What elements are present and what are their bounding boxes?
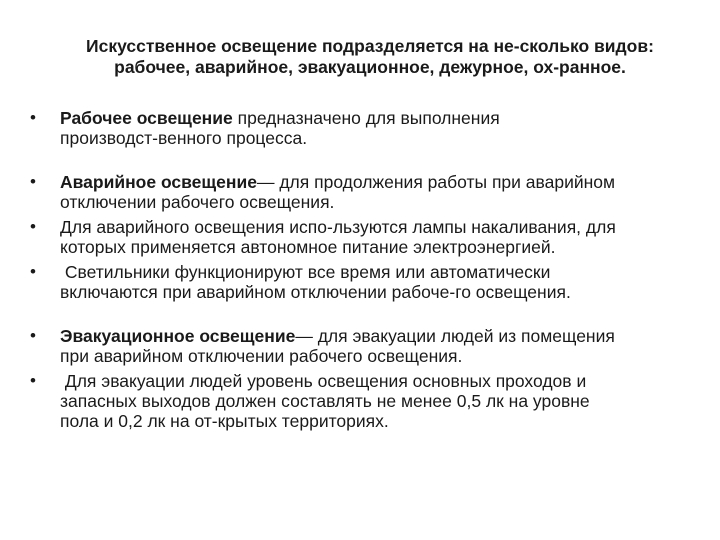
item-line: [60, 326, 710, 346]
item-line: Светильники функционируют все время или автоматически: [60, 262, 551, 282]
item-line: запасных выходов должен составлять не менее 0,5 лк на уровне: [60, 391, 590, 411]
item-line: при аварийном отключении рабочего освещения.: [60, 346, 463, 366]
bullet-icon: •: [30, 262, 36, 281]
item-term: Аварийное освещение: [60, 172, 257, 192]
item-line: отключении рабочего освещения.: [60, 192, 335, 212]
item-text: предназначено для выполнения: [232, 108, 500, 128]
title-line-1: Искусственное освещение подразделяется на не-сколько видов:: [86, 36, 654, 56]
item-line: пола и 0,2 лк на от-крытых территориях.: [60, 411, 389, 431]
item-term: Эвакуационное освещение: [60, 326, 296, 346]
bullet-icon: •: [30, 371, 36, 390]
bullet-icon: •: [30, 326, 36, 345]
slide-title: [40, 36, 700, 78]
bullet-list: [30, 108, 710, 431]
bullet-item-evacuation-lighting: [30, 326, 710, 366]
bullet-item-working-lighting: [30, 108, 710, 148]
item-line: включаются при аварийном отключении рабоче-го освещения.: [60, 282, 571, 302]
bullet-icon: •: [30, 217, 36, 236]
item-line: которых применяется автономное питание электроэнергией.: [60, 237, 556, 257]
item-text: — для эвакуации людей из помещения: [295, 326, 615, 346]
bullet-item-evacuation-levels: [30, 371, 710, 431]
item-line: [60, 172, 710, 192]
item-term: Рабочее освещение: [60, 108, 233, 128]
item-text: — для продолжения работы при аварийном: [256, 172, 616, 192]
title-line-2: рабочее, аварийное, эвакуационное, дежурное, ох-ранное.: [114, 57, 626, 77]
bullet-item-fixtures: [30, 262, 710, 302]
item-line: Для аварийного освещения испо-льзуются лампы накаливания, для: [60, 217, 616, 237]
item-line: [60, 108, 710, 128]
item-line: Для эвакуации людей уровень освещения основных проходов и: [60, 371, 587, 391]
bullet-item-emergency-lighting: [30, 172, 710, 212]
item-line: производст-венного процесса.: [60, 128, 308, 148]
bullet-icon: •: [30, 108, 36, 127]
bullet-item-emergency-lamps: [30, 217, 710, 257]
bullet-icon: •: [30, 172, 36, 191]
